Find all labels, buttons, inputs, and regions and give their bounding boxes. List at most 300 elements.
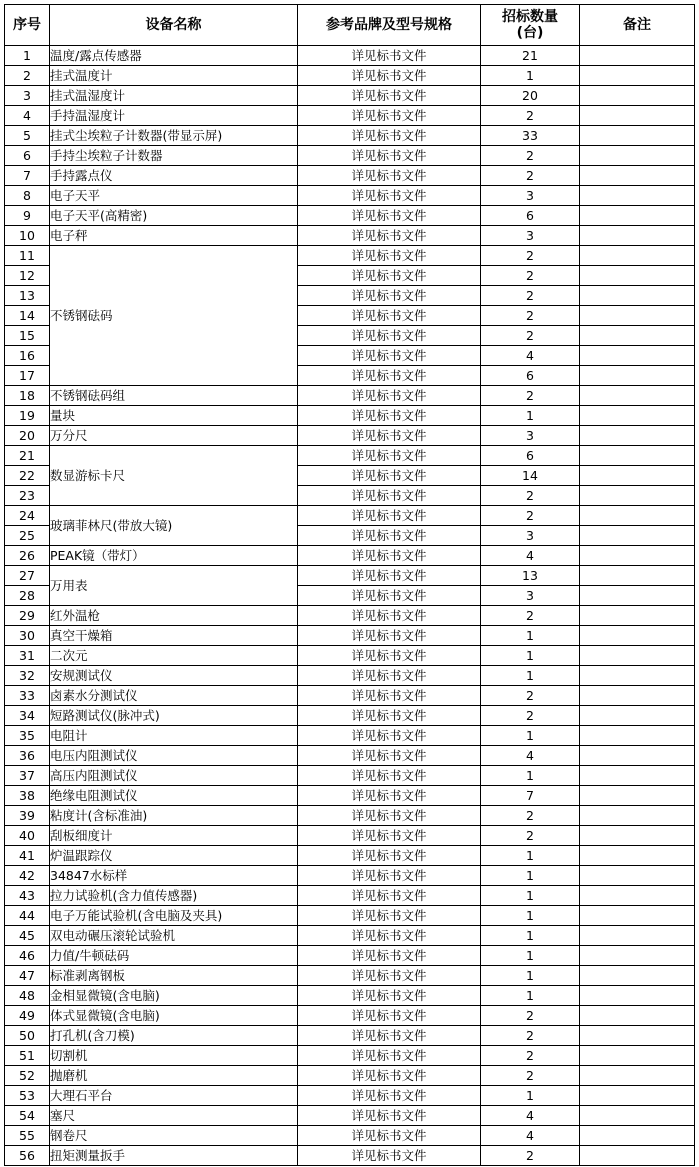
serial-no-cell: 9 (5, 206, 50, 226)
remark-cell (580, 766, 695, 786)
remark-cell (580, 1126, 695, 1146)
table-row (5, 826, 695, 846)
quantity-cell: 1 (481, 66, 580, 86)
serial-no-cell: 49 (5, 1006, 50, 1026)
table-row (5, 786, 695, 806)
equipment-name-cell: 真空干燥箱 (50, 626, 298, 646)
brand-spec-cell: 详见标书文件 (298, 966, 481, 986)
serial-no-cell: 34 (5, 706, 50, 726)
remark-cell (580, 386, 695, 406)
remark-cell (580, 366, 695, 386)
quantity-cell: 2 (481, 386, 580, 406)
quantity-cell: 2 (481, 486, 580, 506)
remark-cell (580, 1006, 695, 1026)
equipment-name-cell: 力值/牛顿砝码 (50, 946, 298, 966)
brand-spec-cell: 详见标书文件 (298, 546, 481, 566)
equipment-name-cell: 塞尺 (50, 1106, 298, 1126)
table-row (5, 446, 695, 466)
remark-cell (580, 986, 695, 1006)
quantity-cell: 1 (481, 1086, 580, 1106)
equipment-name-cell: 玻璃菲林尺(带放大镜) (50, 506, 298, 546)
remark-cell (580, 626, 695, 646)
brand-spec-cell: 详见标书文件 (298, 766, 481, 786)
quantity-cell: 4 (481, 346, 580, 366)
brand-spec-cell: 详见标书文件 (298, 386, 481, 406)
serial-no-cell: 51 (5, 1046, 50, 1066)
serial-no-cell: 11 (5, 246, 50, 266)
quantity-cell: 3 (481, 586, 580, 606)
equipment-name-cell: 钢卷尺 (50, 1126, 298, 1146)
remark-cell (580, 566, 695, 586)
equipment-name-cell: 安规测试仪 (50, 666, 298, 686)
table-row (5, 146, 695, 166)
brand-spec-cell: 详见标书文件 (298, 366, 481, 386)
remark-cell (580, 886, 695, 906)
serial-no-cell: 56 (5, 1146, 50, 1166)
equipment-name-cell: 短路测试仪(脉冲式) (50, 706, 298, 726)
brand-spec-cell: 详见标书文件 (298, 846, 481, 866)
serial-no-cell: 17 (5, 366, 50, 386)
remark-cell (580, 1026, 695, 1046)
remark-cell (580, 606, 695, 626)
serial-no-cell: 6 (5, 146, 50, 166)
serial-no-cell: 48 (5, 986, 50, 1006)
brand-spec-cell: 详见标书文件 (298, 166, 481, 186)
brand-spec-cell: 详见标书文件 (298, 606, 481, 626)
quantity-cell: 1 (481, 846, 580, 866)
remark-cell (580, 1086, 695, 1106)
serial-no-cell: 27 (5, 566, 50, 586)
table-row (5, 506, 695, 526)
equipment-name-cell: 炉温跟踪仪 (50, 846, 298, 866)
equipment-name-cell: 体式显微镜(含电脑) (50, 1006, 298, 1026)
brand-spec-cell: 详见标书文件 (298, 646, 481, 666)
table-row (5, 866, 695, 886)
equipment-name-cell: 手持温湿度计 (50, 106, 298, 126)
remark-cell (580, 706, 695, 726)
equipment-name-cell: 二次元 (50, 646, 298, 666)
brand-spec-cell: 详见标书文件 (298, 326, 481, 346)
equipment-name-cell: 切割机 (50, 1046, 298, 1066)
quantity-cell: 6 (481, 206, 580, 226)
table-row (5, 46, 695, 66)
serial-no-cell: 25 (5, 526, 50, 546)
table-row (5, 986, 695, 1006)
table-row (5, 1046, 695, 1066)
brand-spec-cell: 详见标书文件 (298, 1026, 481, 1046)
serial-no-cell: 1 (5, 46, 50, 66)
remark-cell (580, 1066, 695, 1086)
remark-cell (580, 406, 695, 426)
serial-no-cell: 8 (5, 186, 50, 206)
serial-no-cell: 19 (5, 406, 50, 426)
table-row (5, 426, 695, 446)
brand-spec-cell: 详见标书文件 (298, 886, 481, 906)
brand-spec-cell: 详见标书文件 (298, 746, 481, 766)
remark-cell (580, 866, 695, 886)
table-row (5, 206, 695, 226)
brand-spec-cell: 详见标书文件 (298, 1006, 481, 1026)
quantity-cell: 4 (481, 1106, 580, 1126)
brand-spec-cell: 详见标书文件 (298, 786, 481, 806)
serial-no-cell: 4 (5, 106, 50, 126)
serial-no-cell: 18 (5, 386, 50, 406)
remark-cell (580, 946, 695, 966)
remark-cell (580, 586, 695, 606)
equipment-name-cell: 电阻计 (50, 726, 298, 746)
table-row (5, 186, 695, 206)
quantity-cell: 2 (481, 286, 580, 306)
remark-cell (580, 326, 695, 346)
serial-no-cell: 31 (5, 646, 50, 666)
quantity-cell: 2 (481, 606, 580, 626)
remark-cell (580, 466, 695, 486)
header-quantity-line2: (台) (516, 25, 544, 41)
quantity-cell: 1 (481, 866, 580, 886)
remark-cell (580, 226, 695, 246)
serial-no-cell: 24 (5, 506, 50, 526)
quantity-cell: 2 (481, 106, 580, 126)
equipment-name-cell: PEAK镜（带灯） (50, 546, 298, 566)
serial-no-cell: 44 (5, 906, 50, 926)
table-row (5, 106, 695, 126)
brand-spec-cell: 详见标书文件 (298, 526, 481, 546)
equipment-name-cell: 双电动碾压滚轮试验机 (50, 926, 298, 946)
remark-cell (580, 66, 695, 86)
equipment-name-cell: 高压内阻测试仪 (50, 766, 298, 786)
table-row (5, 1026, 695, 1046)
quantity-cell: 2 (481, 1046, 580, 1066)
serial-no-cell: 41 (5, 846, 50, 866)
table-row (5, 666, 695, 686)
remark-cell (580, 446, 695, 466)
equipment-name-cell: 电子秤 (50, 226, 298, 246)
serial-no-cell: 54 (5, 1106, 50, 1126)
table-row (5, 1146, 695, 1166)
quantity-cell: 2 (481, 686, 580, 706)
serial-no-cell: 36 (5, 746, 50, 766)
table-row (5, 686, 695, 706)
remark-cell (580, 966, 695, 986)
quantity-cell: 2 (481, 706, 580, 726)
brand-spec-cell: 详见标书文件 (298, 466, 481, 486)
equipment-name-cell: 电压内阻测试仪 (50, 746, 298, 766)
table-row (5, 1126, 695, 1146)
brand-spec-cell: 详见标书文件 (298, 906, 481, 926)
remark-cell (580, 206, 695, 226)
remark-cell (580, 126, 695, 146)
brand-spec-cell: 详见标书文件 (298, 246, 481, 266)
serial-no-cell: 5 (5, 126, 50, 146)
header-quantity-line1: 招标数量 (502, 9, 558, 25)
quantity-cell: 3 (481, 426, 580, 446)
brand-spec-cell: 详见标书文件 (298, 426, 481, 446)
brand-spec-cell: 详见标书文件 (298, 1106, 481, 1126)
table-row (5, 846, 695, 866)
serial-no-cell: 2 (5, 66, 50, 86)
serial-no-cell: 16 (5, 346, 50, 366)
equipment-name-cell: 绝缘电阻测试仪 (50, 786, 298, 806)
header-remark: 备注 (580, 5, 695, 46)
quantity-cell: 1 (481, 886, 580, 906)
quantity-cell: 2 (481, 246, 580, 266)
quantity-cell: 4 (481, 746, 580, 766)
table-row (5, 646, 695, 666)
quantity-cell: 2 (481, 266, 580, 286)
serial-no-cell: 30 (5, 626, 50, 646)
quantity-cell: 3 (481, 226, 580, 246)
serial-no-cell: 29 (5, 606, 50, 626)
brand-spec-cell: 详见标书文件 (298, 286, 481, 306)
serial-no-cell: 46 (5, 946, 50, 966)
brand-spec-cell: 详见标书文件 (298, 706, 481, 726)
quantity-cell: 1 (481, 766, 580, 786)
serial-no-cell: 43 (5, 886, 50, 906)
quantity-cell: 3 (481, 526, 580, 546)
equipment-name-cell: 温度/露点传感器 (50, 46, 298, 66)
table-row (5, 226, 695, 246)
serial-no-cell: 20 (5, 426, 50, 446)
equipment-name-cell: 粘度计(含标准油) (50, 806, 298, 826)
equipment-name-cell: 万用表 (50, 566, 298, 606)
table-row (5, 886, 695, 906)
serial-no-cell: 50 (5, 1026, 50, 1046)
serial-no-cell: 33 (5, 686, 50, 706)
quantity-cell: 1 (481, 966, 580, 986)
serial-no-cell: 14 (5, 306, 50, 326)
serial-no-cell: 35 (5, 726, 50, 746)
brand-spec-cell: 详见标书文件 (298, 46, 481, 66)
brand-spec-cell: 详见标书文件 (298, 66, 481, 86)
brand-spec-cell: 详见标书文件 (298, 266, 481, 286)
equipment-name-cell: 抛磨机 (50, 1066, 298, 1086)
table-body (5, 46, 695, 1166)
serial-no-cell: 13 (5, 286, 50, 306)
serial-no-cell: 3 (5, 86, 50, 106)
serial-no-cell: 22 (5, 466, 50, 486)
brand-spec-cell: 详见标书文件 (298, 306, 481, 326)
quantity-cell: 1 (481, 646, 580, 666)
quantity-cell: 3 (481, 186, 580, 206)
table-row (5, 806, 695, 826)
remark-cell (580, 146, 695, 166)
header-serial-no: 序号 (5, 5, 50, 46)
quantity-cell: 6 (481, 366, 580, 386)
table-row (5, 726, 695, 746)
serial-no-cell: 26 (5, 546, 50, 566)
remark-cell (580, 306, 695, 326)
quantity-cell: 21 (481, 46, 580, 66)
brand-spec-cell: 详见标书文件 (298, 986, 481, 1006)
quantity-cell: 33 (481, 126, 580, 146)
equipment-name-cell: 打孔机(含刀模) (50, 1026, 298, 1046)
remark-cell (580, 46, 695, 66)
remark-cell (580, 1046, 695, 1066)
table-row (5, 546, 695, 566)
table-row (5, 166, 695, 186)
serial-no-cell: 32 (5, 666, 50, 686)
quantity-cell: 6 (481, 446, 580, 466)
equipment-name-cell: 卤素水分测试仪 (50, 686, 298, 706)
equipment-name-cell: 刮板细度计 (50, 826, 298, 846)
serial-no-cell: 23 (5, 486, 50, 506)
remark-cell (580, 846, 695, 866)
equipment-name-cell: 手持尘埃粒子计数器 (50, 146, 298, 166)
serial-no-cell: 10 (5, 226, 50, 246)
table-row (5, 66, 695, 86)
brand-spec-cell: 详见标书文件 (298, 806, 481, 826)
quantity-cell: 20 (481, 86, 580, 106)
header-row (5, 5, 695, 46)
equipment-name-cell: 万分尺 (50, 426, 298, 446)
quantity-cell: 1 (481, 906, 580, 926)
equipment-name-cell: 挂式温度计 (50, 66, 298, 86)
table-row (5, 1006, 695, 1026)
brand-spec-cell: 详见标书文件 (298, 226, 481, 246)
brand-spec-cell: 详见标书文件 (298, 446, 481, 466)
equipment-name-cell: 标准剥离钢板 (50, 966, 298, 986)
remark-cell (580, 686, 695, 706)
remark-cell (580, 186, 695, 206)
quantity-cell: 2 (481, 1146, 580, 1166)
table-row (5, 926, 695, 946)
remark-cell (580, 826, 695, 846)
serial-no-cell: 28 (5, 586, 50, 606)
serial-no-cell: 12 (5, 266, 50, 286)
serial-no-cell: 39 (5, 806, 50, 826)
table-row (5, 966, 695, 986)
quantity-cell: 14 (481, 466, 580, 486)
brand-spec-cell: 详见标书文件 (298, 1046, 481, 1066)
brand-spec-cell: 详见标书文件 (298, 1086, 481, 1106)
quantity-cell: 2 (481, 826, 580, 846)
quantity-cell: 13 (481, 566, 580, 586)
equipment-table (4, 4, 695, 1166)
table-row (5, 746, 695, 766)
brand-spec-cell: 详见标书文件 (298, 146, 481, 166)
table-row (5, 766, 695, 786)
equipment-name-cell: 大理石平台 (50, 1086, 298, 1106)
brand-spec-cell: 详见标书文件 (298, 186, 481, 206)
quantity-cell: 2 (481, 166, 580, 186)
brand-spec-cell: 详见标书文件 (298, 566, 481, 586)
equipment-name-cell: 不锈钢砝码组 (50, 386, 298, 406)
table-row (5, 86, 695, 106)
quantity-cell: 2 (481, 306, 580, 326)
remark-cell (580, 166, 695, 186)
remark-cell (580, 106, 695, 126)
table-row (5, 386, 695, 406)
remark-cell (580, 926, 695, 946)
brand-spec-cell: 详见标书文件 (298, 666, 481, 686)
quantity-cell: 1 (481, 666, 580, 686)
brand-spec-cell: 详见标书文件 (298, 946, 481, 966)
brand-spec-cell: 详见标书文件 (298, 586, 481, 606)
brand-spec-cell: 详见标书文件 (298, 1146, 481, 1166)
serial-no-cell: 40 (5, 826, 50, 846)
remark-cell (580, 806, 695, 826)
remark-cell (580, 786, 695, 806)
remark-cell (580, 1146, 695, 1166)
serial-no-cell: 52 (5, 1066, 50, 1086)
quantity-cell: 2 (481, 1006, 580, 1026)
header-equipment-name: 设备名称 (50, 5, 298, 46)
remark-cell (580, 526, 695, 546)
remark-cell (580, 426, 695, 446)
quantity-cell: 4 (481, 1126, 580, 1146)
table-row (5, 946, 695, 966)
remark-cell (580, 646, 695, 666)
quantity-cell: 7 (481, 786, 580, 806)
remark-cell (580, 666, 695, 686)
remark-cell (580, 546, 695, 566)
serial-no-cell: 45 (5, 926, 50, 946)
header-quantity (481, 5, 580, 46)
brand-spec-cell: 详见标书文件 (298, 346, 481, 366)
table-row (5, 606, 695, 626)
quantity-cell: 1 (481, 406, 580, 426)
equipment-name-cell: 红外温枪 (50, 606, 298, 626)
header-brand-spec: 参考品牌及型号规格 (298, 5, 481, 46)
equipment-name-cell: 挂式温湿度计 (50, 86, 298, 106)
remark-cell (580, 1106, 695, 1126)
remark-cell (580, 726, 695, 746)
equipment-name-cell: 量块 (50, 406, 298, 426)
serial-no-cell: 37 (5, 766, 50, 786)
brand-spec-cell: 详见标书文件 (298, 126, 481, 146)
equipment-name-cell: 拉力试验机(含力值传感器) (50, 886, 298, 906)
equipment-name-cell: 数显游标卡尺 (50, 446, 298, 506)
quantity-cell: 2 (481, 806, 580, 826)
quantity-cell: 2 (481, 1066, 580, 1086)
remark-cell (580, 906, 695, 926)
table-row (5, 566, 695, 586)
quantity-cell: 2 (481, 1026, 580, 1046)
brand-spec-cell: 详见标书文件 (298, 826, 481, 846)
brand-spec-cell: 详见标书文件 (298, 86, 481, 106)
remark-cell (580, 486, 695, 506)
brand-spec-cell: 详见标书文件 (298, 506, 481, 526)
serial-no-cell: 21 (5, 446, 50, 466)
quantity-cell: 4 (481, 546, 580, 566)
equipment-name-cell: 扭矩测量扳手 (50, 1146, 298, 1166)
remark-cell (580, 246, 695, 266)
brand-spec-cell: 详见标书文件 (298, 686, 481, 706)
brand-spec-cell: 详见标书文件 (298, 926, 481, 946)
brand-spec-cell: 详见标书文件 (298, 406, 481, 426)
table-row (5, 246, 695, 266)
table-row (5, 1106, 695, 1126)
brand-spec-cell: 详见标书文件 (298, 1126, 481, 1146)
table-row (5, 626, 695, 646)
table-row (5, 406, 695, 426)
quantity-cell: 1 (481, 626, 580, 646)
remark-cell (580, 266, 695, 286)
serial-no-cell: 53 (5, 1086, 50, 1106)
quantity-cell: 2 (481, 506, 580, 526)
equipment-name-cell: 挂式尘埃粒子计数器(带显示屏) (50, 126, 298, 146)
equipment-name-cell: 手持露点仪 (50, 166, 298, 186)
equipment-name-cell: 34847水标样 (50, 866, 298, 886)
equipment-name-cell: 电子天平 (50, 186, 298, 206)
serial-no-cell: 7 (5, 166, 50, 186)
remark-cell (580, 286, 695, 306)
quantity-cell: 1 (481, 926, 580, 946)
serial-no-cell: 15 (5, 326, 50, 346)
quantity-cell: 2 (481, 146, 580, 166)
equipment-name-cell: 不锈钢砝码 (50, 246, 298, 386)
table-row (5, 126, 695, 146)
